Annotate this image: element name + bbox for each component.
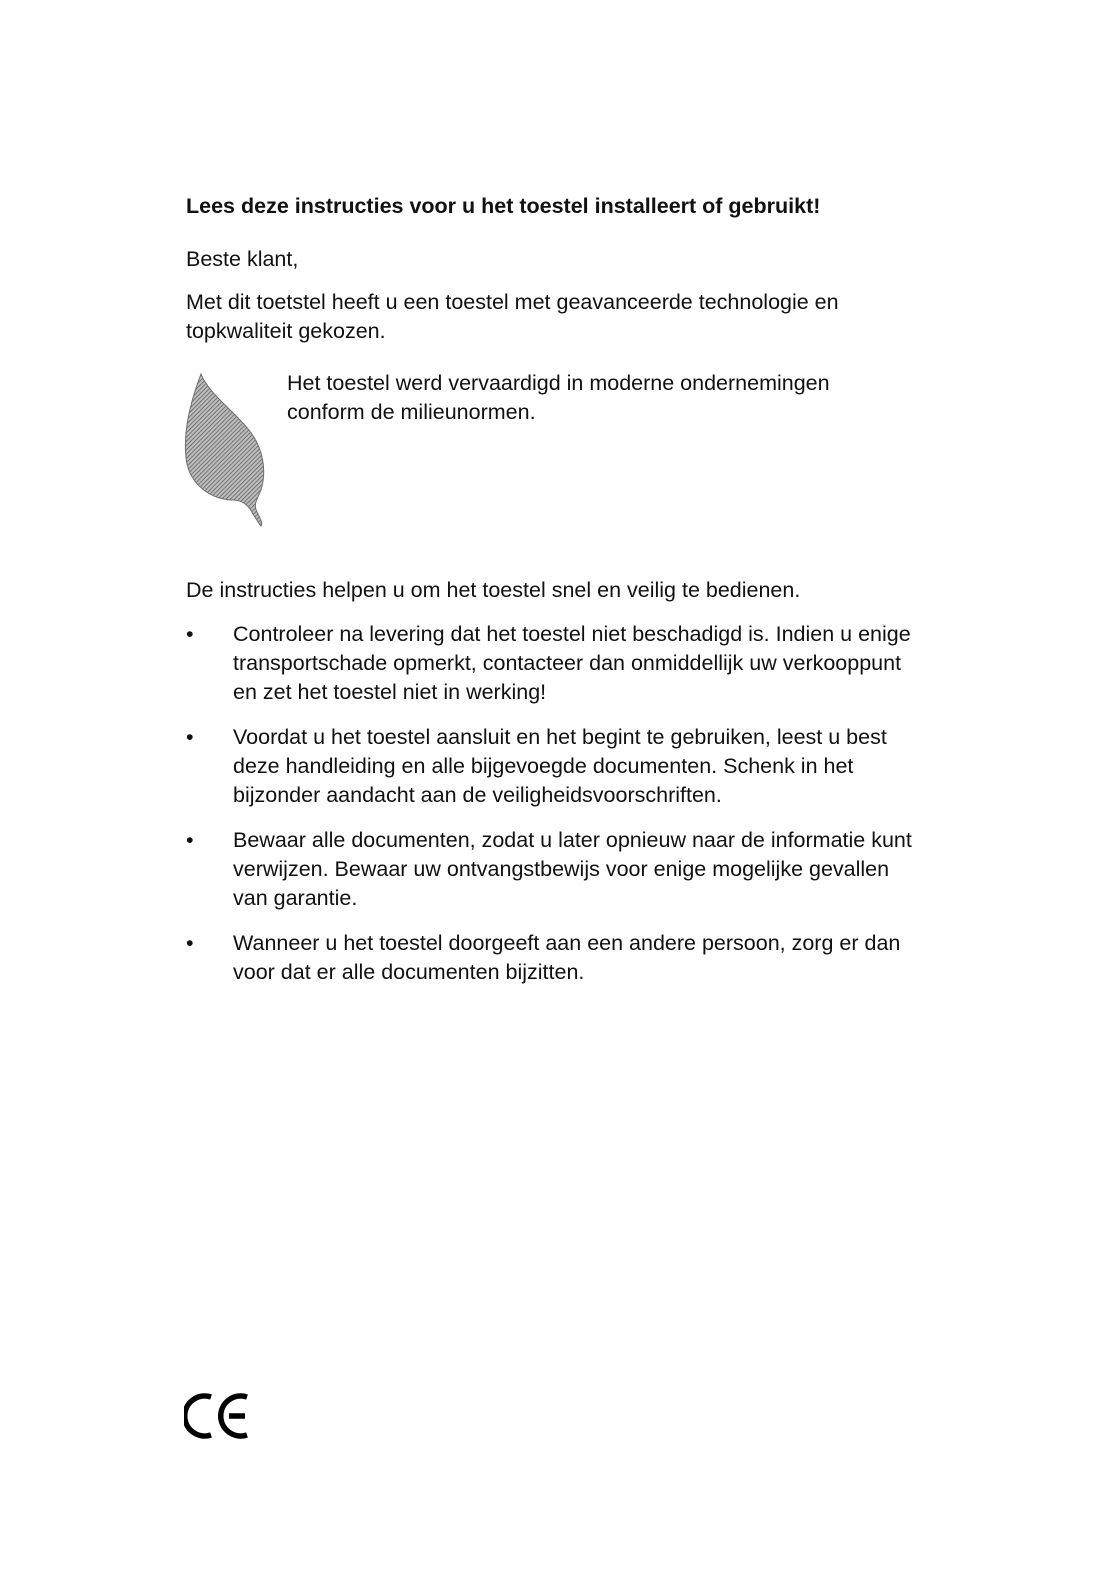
bullet-icon: • (186, 931, 194, 955)
list-item-text: Voordat u het toestel aansluit en het begint te gebruiken, leest u best deze handleiding en alle bijgevoegde documenten. Schenk in het bijzonder aandacht aan de veiligheidsvoorschriften. (233, 725, 887, 807)
environment-note: Het toestel werd vervaardigd in moderne ondernemingen conform de milieunormen. (287, 371, 830, 424)
list-item-text: Wanneer u het toestel doorgeeft aan een andere persoon, zorg er dan voor dat er alle documenten bijzitten. (233, 931, 901, 984)
bullet-icon: • (186, 725, 194, 749)
instructions-intro: De instructies helpen u om het toestel snel en veilig te bedienen. (186, 578, 801, 602)
list-item (186, 826, 926, 913)
list-item (186, 723, 926, 810)
instruction-list (186, 620, 926, 1003)
intro-paragraph: Met dit toetstel heeft u een toestel met geavanceerde technologie en topkwaliteit gekozen. (186, 290, 839, 343)
leaf-icon (183, 372, 269, 528)
greeting: Beste klant, (186, 247, 299, 271)
bullet-icon: • (186, 622, 194, 646)
list-item-text: Controleer na levering dat het toestel niet beschadigd is. Indien u enige transportschade opmerkt, contacteer dan onmiddellijk uw verkooppunt en zet het toestel niet in werking! (233, 622, 911, 704)
list-item (186, 929, 926, 987)
list-item (186, 620, 926, 707)
page-heading: Lees deze instructies voor u het toestel installeert of gebruikt! (186, 194, 821, 218)
ce-mark-icon (184, 1393, 252, 1439)
list-item-text: Bewaar alle documenten, zodat u later opnieuw naar de informatie kunt verwijzen. Bewaar uw ontvangstbewijs voor enige mogelijke gevallen van garantie. (233, 828, 912, 910)
bullet-icon: • (186, 828, 194, 852)
